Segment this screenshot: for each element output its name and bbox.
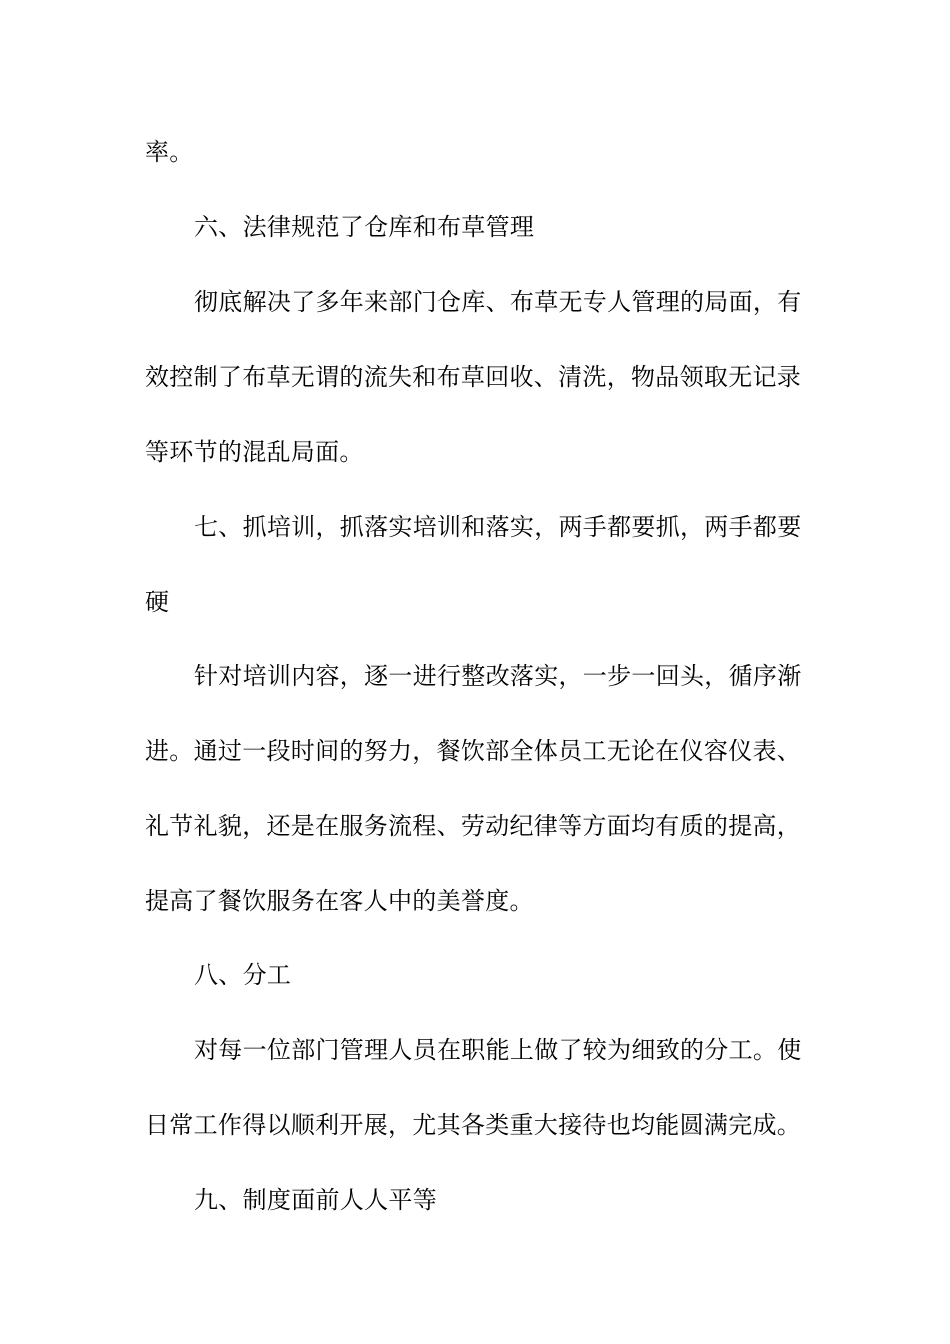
paragraph-line: 提高了餐饮服务在客人中的美誉度。 <box>145 887 534 915</box>
paragraph-line: 彻底解决了多年来部门仓库、布草无专人管理的局面，有 <box>194 288 802 316</box>
section-heading-seven: 七、抓培训，抓落实培训和落实，两手都要抓，两手都要 <box>194 513 802 541</box>
section-heading-seven-cont: 硬 <box>145 588 170 616</box>
paragraph-line: 率。 <box>145 138 194 166</box>
paragraph-line: 针对培训内容，逐一进行整改落实，一步一回头，循序渐 <box>194 662 802 690</box>
paragraph-line: 日常工作得以顺利开展，尤其各类重大接待也均能圆满完成。 <box>145 1111 802 1139</box>
paragraph-line: 对每一位部门管理人员在职能上做了较为细致的分工。使 <box>194 1036 802 1064</box>
paragraph-line: 等环节的混乱局面。 <box>145 438 364 466</box>
section-heading-eight: 八、分工 <box>194 961 292 989</box>
paragraph-line: 进。通过一段时间的努力，餐饮部全体员工无论在仪容仪表、 <box>145 737 802 765</box>
section-heading-six: 六、法律规范了仓库和布草管理 <box>194 213 535 241</box>
paragraph-line: 效控制了布草无谓的流失和布草回收、清洗，物品领取无记录 <box>145 363 802 391</box>
paragraph-line: 礼节礼貌，还是在服务流程、劳动纪律等方面均有质的提高， <box>145 812 802 840</box>
section-heading-nine: 九、制度面前人人平等 <box>194 1186 437 1214</box>
